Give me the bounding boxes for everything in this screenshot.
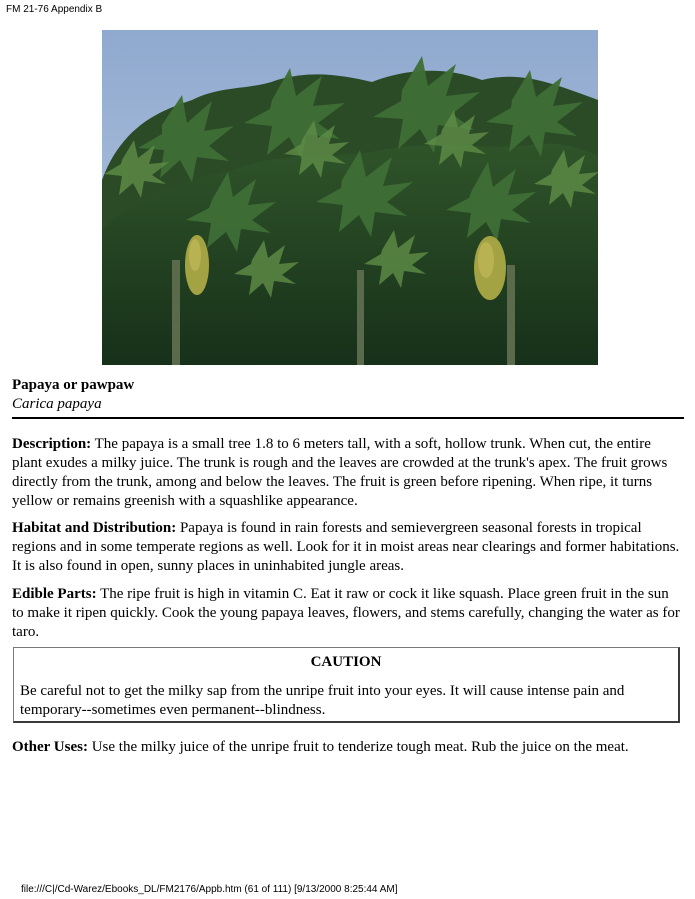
caution-text: Be careful not to get the milky sap from the unripe fruit into your eyes. It will cause intense pain and temporary--sometimes even permanent--blindness. [20, 683, 625, 718]
edible-parts-label: Edible Parts: [12, 586, 97, 602]
habitat-label: Habitat and Distribution: [12, 520, 177, 536]
other-uses-paragraph [12, 738, 684, 757]
caution-title: CAUTION [310, 654, 382, 670]
habitat-paragraph [12, 519, 684, 576]
edible-parts-paragraph [12, 585, 684, 642]
papaya-tree-photo [102, 30, 598, 365]
description-paragraph [12, 435, 684, 511]
plant-scientific-name: Carica papaya [12, 396, 102, 412]
section-divider [12, 417, 684, 419]
edible-parts-text: The ripe fruit is high in vitamin C. Eat it raw or cock it like squash. Place green fruit in the sun to make it ripen quickly. Cook the young papaya leaves, flowers, and stems carefully, changing the water as for taro. [12, 586, 680, 640]
page-header: FM 21-76 Appendix B [6, 4, 103, 15]
plant-common-name: Papaya or pawpaw [12, 377, 135, 393]
plant-title-block [12, 376, 684, 414]
other-uses-text: Use the milky juice of the unripe fruit to tenderize tough meat. Rub the juice on the meat. [87, 739, 629, 755]
page-footer-url: file:///C|/Cd-Warez/Ebooks_DL/FM2176/Appb.htm (61 of 111) [9/13/2000 8:25:44 AM] [21, 884, 398, 895]
caution-box [13, 647, 680, 723]
description-text: The papaya is a small tree 1.8 to 6 meters tall, with a soft, hollow trunk. When cut, the entire plant exudes a milky juice. The trunk is rough and the leaves are crowded at the trunk's apex. The fruit grows directly from the trunk, among and below the leaves. The fruit is green before ripening. When ripe, it turns yellow or remains greenish with a squashlike appearance. [12, 436, 668, 509]
other-uses-label: Other Uses: [12, 739, 88, 755]
description-label: Description: [12, 436, 92, 452]
habitat-text: Papaya is found in rain forests and semievergreen seasonal forests in tropical regions and in some temperate regions as well. Look for it in moist areas near clearings and former habitations. It is also found in open, sunny places in uninhabited jungle areas. [12, 520, 680, 574]
